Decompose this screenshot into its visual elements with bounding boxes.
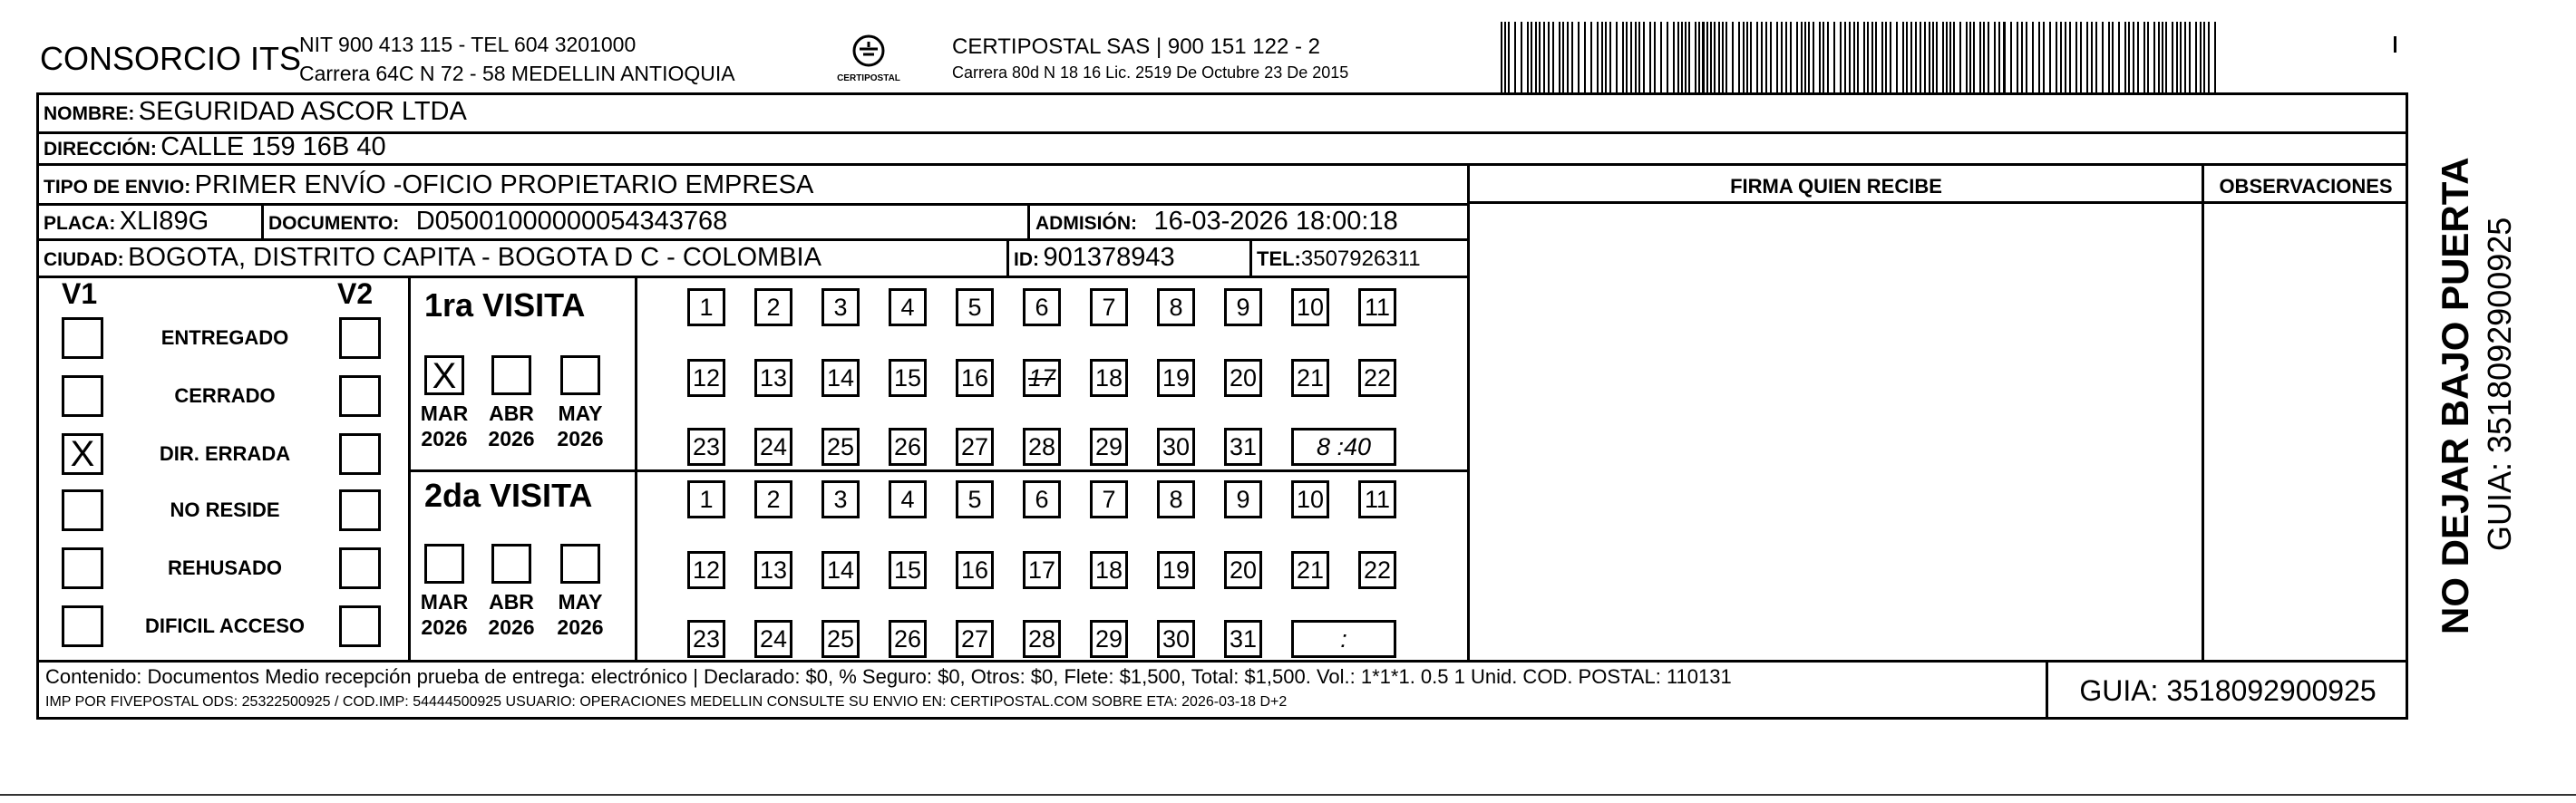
barcode-bar <box>2038 22 2040 92</box>
first-visit-title: 1ra VISITA <box>424 286 586 324</box>
second-visit-day-box[interactable]: 31 <box>1224 620 1262 658</box>
barcode-bar <box>1969 22 1971 92</box>
first-visit-day-box[interactable]: 25 <box>821 428 860 466</box>
barcode-bar <box>1673 22 1675 92</box>
first-visit-day-box[interactable]: 28 <box>1023 428 1061 466</box>
page-bottom-rule <box>0 794 2576 796</box>
status-label: NO RESIDE <box>170 498 280 521</box>
tel-row <box>1257 247 1421 272</box>
direccion-value: CALLE 159 16B 40 <box>160 132 386 161</box>
barcode-bar <box>2032 22 2034 92</box>
barcode-bar <box>2091 22 2093 92</box>
second-visit-day-box[interactable]: 21 <box>1291 551 1329 589</box>
barcode-bar <box>1578 22 1580 92</box>
barcode-bar <box>2189 22 2191 92</box>
second-visit-year-label: 2026 <box>421 615 468 639</box>
barcode-bar <box>1761 22 1763 92</box>
barcode-bar <box>2043 22 2045 92</box>
barcode-bar <box>1994 22 1996 92</box>
v2-label: V2 <box>337 277 374 310</box>
barcode-bar <box>1813 22 1814 92</box>
placa-row <box>44 207 209 237</box>
first-visit-time-box[interactable]: 8 :40 <box>1291 428 1396 466</box>
second-visit-day-box[interactable]: 7 <box>1090 480 1128 518</box>
second-visit-day-box[interactable]: 9 <box>1224 480 1262 518</box>
direccion-row <box>44 132 386 162</box>
first-visit-day-box[interactable]: 2 <box>754 288 792 326</box>
barcode-bar <box>2214 22 2216 92</box>
barcode-bar <box>1953 22 1955 92</box>
barcode-bar <box>2195 22 2197 92</box>
second-visit-year-label: 2026 <box>488 615 535 639</box>
first-visit-day-box[interactable]: 18 <box>1090 359 1128 397</box>
barcode-bar <box>2069 22 2071 92</box>
barcode-bar <box>1718 22 1720 92</box>
barcode-bar <box>1756 22 1758 92</box>
first-visit-day-box[interactable]: 4 <box>889 288 927 326</box>
nombre-value: SEGURIDAD ASCOR LTDA <box>138 97 467 126</box>
barcode-bar <box>2095 22 2097 92</box>
barcode-bar <box>2003 22 2006 92</box>
barcode-bar <box>2102 22 2104 92</box>
second-visit-month-box[interactable] <box>424 544 464 584</box>
barcode-bar <box>1584 22 1586 92</box>
second-visit-day-box[interactable]: 11 <box>1358 480 1396 518</box>
barcode-bar <box>1743 22 1745 92</box>
footer-imp: IMP POR FIVEPOSTAL ODS: 25322500925 / COD.IMP: 54444500925 USUARIO: OPERACIONES MEDELLIN CONSULTE SU ENVIO EN: CERTIPOSTAL.COM SOBRE ETA: 2026-03-18 D+2 <box>45 694 1288 710</box>
barcode-bar <box>1776 22 1778 92</box>
barcode-bar <box>2112 22 2114 92</box>
second-visit-day-box[interactable]: 15 <box>889 551 927 589</box>
barcode-bar <box>2165 22 2167 92</box>
barcode-bar <box>1504 22 1506 92</box>
barcode-bar <box>1527 22 1529 92</box>
firma-header: FIRMA QUIEN RECIBE <box>1730 175 1942 198</box>
second-visit-day-box[interactable]: 26 <box>889 620 927 658</box>
admision-value: 16-03-2026 18:00:18 <box>1153 207 1398 236</box>
barcode-bar <box>1567 22 1569 92</box>
v2-checkbox[interactable] <box>339 317 381 359</box>
first-visit-month-label: ABR <box>489 402 534 425</box>
check-mark: X <box>432 356 457 396</box>
barcode-bar <box>1936 22 1938 92</box>
barcode-bar <box>1695 22 1696 92</box>
v2-checkbox[interactable] <box>339 605 381 647</box>
barcode-bar <box>1781 22 1783 92</box>
barcode-bar <box>1559 22 1560 92</box>
barcode-bar <box>2049 22 2051 92</box>
barcode-bar <box>2021 22 2023 92</box>
ciudad-label: CIUDAD: <box>44 249 124 270</box>
status-label: ENTREGADO <box>160 326 289 349</box>
nombre-label: NOMBRE: <box>44 103 135 124</box>
second-visit-day-box[interactable]: 20 <box>1224 551 1262 589</box>
barcode-bar <box>1649 22 1651 92</box>
second-visit-day-box[interactable]: 18 <box>1090 551 1128 589</box>
first-visit-day-box[interactable]: 26 <box>889 428 927 466</box>
barcode-bar <box>1681 22 1683 92</box>
first-visit-month-box[interactable] <box>424 355 464 395</box>
side-guia-text: GUIA: 3518092900925 <box>2481 217 2518 551</box>
barcode-bar <box>2172 22 2173 92</box>
barcode-bar <box>1535 22 1537 92</box>
placa-value: XLI89G <box>119 207 209 236</box>
barcode-bar <box>1643 22 1645 92</box>
second-visit-year-label: 2026 <box>557 615 604 639</box>
second-visit-day-box[interactable]: 12 <box>687 551 725 589</box>
status-label: DIFICIL ACCESO <box>144 614 305 637</box>
first-visit-month-box[interactable] <box>560 355 600 395</box>
v1-checkbox[interactable] <box>62 433 103 475</box>
carrier-name: CERTIPOSTAL SAS | 900 151 122 - 2 <box>952 34 1320 59</box>
barcode-bar <box>2162 22 2163 92</box>
documento-label: DOCUMENTO: <box>268 213 400 234</box>
barcode-bar <box>2208 22 2210 92</box>
first-visit-day-box[interactable]: 30 <box>1157 428 1195 466</box>
second-visit-day-box[interactable]: 3 <box>821 480 860 518</box>
second-visit-day-box[interactable]: 19 <box>1157 551 1195 589</box>
v1-checkbox[interactable] <box>62 547 103 589</box>
barcode-bar <box>1863 22 1865 92</box>
barcode-bar <box>1932 22 1934 92</box>
first-visit-day-box[interactable]: 19 <box>1157 359 1195 397</box>
barcode-bar <box>1804 22 1806 92</box>
second-visit-day-box[interactable]: 1 <box>687 480 725 518</box>
barcode-bar <box>2200 22 2202 92</box>
second-visit-day-box[interactable]: 28 <box>1023 620 1061 658</box>
certipostal-logo <box>832 33 905 89</box>
barcode-bar <box>1871 22 1873 92</box>
barcode-bar <box>2075 22 2077 92</box>
barcode-bar <box>1808 22 1810 92</box>
first-visit-day-box[interactable]: 21 <box>1291 359 1329 397</box>
tipo-envio-value: PRIMER ENVÍO -OFICIO PROPIETARIO EMPRESA <box>194 170 814 199</box>
first-visit-month-label: MAR <box>420 402 469 425</box>
placa-label: PLACA: <box>44 213 116 234</box>
second-visit-day-box[interactable]: 8 <box>1157 480 1195 518</box>
barcode-bar <box>1677 22 1679 92</box>
second-visit-day-box[interactable]: 27 <box>956 620 994 658</box>
barcode-bar <box>1702 22 1705 92</box>
first-visit-day-box[interactable]: 12 <box>687 359 725 397</box>
id-value: 901378943 <box>1043 243 1175 272</box>
barcode-bar <box>1833 22 1835 92</box>
first-visit-day-box[interactable]: 8 <box>1157 288 1195 326</box>
first-visit-day-box[interactable]: 6 <box>1023 288 1061 326</box>
company-name: CONSORCIO ITS <box>40 40 302 77</box>
no-dejar-text: NO DEJAR BAJO PUERTA <box>2434 157 2476 634</box>
corner-tick <box>2394 36 2396 53</box>
first-visit-day-box[interactable]: 31 <box>1224 428 1262 466</box>
barcode-bar <box>1785 22 1787 92</box>
barcode-bar <box>1548 22 1550 92</box>
observaciones-header: OBSERVACIONES <box>2219 175 2393 198</box>
company-address: Carrera 64C N 72 - 58 MEDELLIN ANTIOQUIA <box>299 62 735 85</box>
second-visit-day-box[interactable]: 17 <box>1023 551 1061 589</box>
admision-label: ADMISIÓN: <box>1035 213 1137 234</box>
barcode-bar <box>1946 22 1948 92</box>
barcode-bar <box>2086 22 2088 92</box>
footer-guia: GUIA: 3518092900925 <box>2079 674 2377 707</box>
barcode-bar <box>1552 22 1554 92</box>
second-visit-day-box[interactable]: 29 <box>1090 620 1128 658</box>
first-visit-day-box[interactable]: 5 <box>956 288 994 326</box>
first-visit-day-box[interactable]: 11 <box>1358 288 1396 326</box>
second-visit-day-box[interactable]: 13 <box>754 551 792 589</box>
second-visit-day-box[interactable]: 25 <box>821 620 860 658</box>
barcode-bar <box>1667 22 1668 92</box>
second-visit-day-box[interactable]: 4 <box>889 480 927 518</box>
barcode-bar <box>1605 22 1607 92</box>
barcode-bar <box>1906 22 1908 92</box>
barcode-bar <box>1626 22 1628 92</box>
barcode-bar <box>1924 22 1926 92</box>
first-visit-year-label: 2026 <box>557 427 604 450</box>
tel-label: TEL: <box>1257 247 1301 270</box>
id-label: ID: <box>1014 249 1039 270</box>
barcode-bar <box>1890 22 1891 92</box>
first-visit-day-box[interactable]: 22 <box>1358 359 1396 397</box>
second-visit-day-box[interactable]: 5 <box>956 480 994 518</box>
barcode-bar <box>1531 22 1532 92</box>
barcode-bar <box>1796 22 1798 92</box>
barcode-bar <box>1571 22 1573 92</box>
second-visit-day-box[interactable]: 14 <box>821 551 860 589</box>
carrier-address: Carrera 80d N 18 16 Lic. 2519 De Octubre 23 De 2015 <box>952 63 1349 82</box>
barcode-bar <box>1959 22 1961 92</box>
barcode-bar <box>1635 22 1637 92</box>
nombre-row <box>44 97 467 127</box>
first-visit-day-box[interactable]: 16 <box>956 359 994 397</box>
second-visit-month-label: MAY <box>558 590 603 614</box>
barcode-bar <box>2124 22 2126 92</box>
second-visit-day-box[interactable]: 30 <box>1157 620 1195 658</box>
second-visit-title: 2da VISITA <box>424 477 593 514</box>
barcode-bar <box>1998 22 2000 92</box>
first-visit-day-box[interactable]: 10 <box>1291 288 1329 326</box>
barcode-bar <box>2060 22 2062 92</box>
barcode-bar <box>2184 22 2186 92</box>
barcode-bar <box>1827 22 1829 92</box>
status-label: CERRADO <box>174 384 276 407</box>
barcode-bar <box>1949 22 1951 92</box>
v1-checkbox[interactable] <box>62 605 103 647</box>
first-visit-day-box[interactable]: 3 <box>821 288 860 326</box>
second-visit-day-box[interactable]: 23 <box>687 620 725 658</box>
barcode-bar <box>1706 22 1708 92</box>
barcode-bar <box>1867 22 1869 92</box>
side-panel <box>2408 109 2528 634</box>
barcode-bar <box>1910 22 1912 92</box>
barcode-bar <box>1722 22 1724 92</box>
barcode-bar <box>1819 22 1821 92</box>
second-visit-day-box[interactable]: 22 <box>1358 551 1396 589</box>
barcode-bar <box>2065 22 2066 92</box>
barcode <box>1501 22 2226 92</box>
id-row <box>1014 243 1175 273</box>
barcode-bar <box>1750 22 1752 92</box>
first-visit-day-box[interactable]: 20 <box>1224 359 1262 397</box>
ciudad-value: BOGOTA, DISTRITO CAPITA - BOGOTA D C - COLOMBIA <box>128 243 821 272</box>
barcode-bar <box>2137 22 2139 92</box>
barcode-bar <box>1823 22 1824 92</box>
second-visit-day-box[interactable]: 10 <box>1291 480 1329 518</box>
barcode-bar <box>2147 22 2149 92</box>
barcode-bar <box>2128 22 2130 92</box>
check-mark: X <box>70 434 95 474</box>
first-visit-day-box[interactable]: 15 <box>889 359 927 397</box>
ciudad-row <box>44 243 821 273</box>
barcode-bar <box>1514 22 1516 92</box>
barcode-bar <box>1770 22 1772 92</box>
second-visit-time-box[interactable]: : <box>1291 620 1396 658</box>
barcode-bar <box>1902 22 1904 92</box>
barcode-bar <box>1501 22 1502 92</box>
barcode-bar <box>1738 22 1740 92</box>
barcode-bar <box>1630 22 1632 92</box>
barcode-bar <box>1609 22 1611 92</box>
v2-checkbox[interactable] <box>339 375 381 417</box>
v1-checkbox[interactable] <box>62 317 103 359</box>
barcode-bar <box>1622 22 1624 92</box>
first-visit-day-box[interactable]: 29 <box>1090 428 1128 466</box>
barcode-bar <box>1521 22 1522 92</box>
first-visit-month-box[interactable] <box>491 355 531 395</box>
barcode-bar <box>2153 22 2155 92</box>
first-visit-day-box[interactable]: 13 <box>754 359 792 397</box>
barcode-bar <box>1885 22 1887 92</box>
barcode-bar <box>1853 22 1855 92</box>
first-visit-day-box[interactable]: 24 <box>754 428 792 466</box>
barcode-bar <box>1790 22 1792 92</box>
barcode-bar <box>1844 22 1846 92</box>
barcode-bar <box>1508 22 1510 92</box>
barcode-bar <box>1881 22 1883 92</box>
barcode-bar <box>1979 22 1981 92</box>
barcode-bar <box>1765 22 1767 92</box>
barcode-bar <box>2143 22 2145 92</box>
barcode-bar <box>1688 22 1690 92</box>
barcode-bar <box>2180 22 2182 92</box>
barcode-bar <box>2080 22 2082 92</box>
status-label: REHUSADO <box>168 556 282 579</box>
second-visit-month-label: MAR <box>420 590 469 614</box>
first-visit-day-box[interactable]: 27 <box>956 428 994 466</box>
barcode-bar <box>1966 22 1968 92</box>
barcode-bar <box>1590 22 1592 92</box>
barcode-bar <box>1920 22 1921 92</box>
first-visit-day-box[interactable]: 23 <box>687 428 725 466</box>
barcode-bar <box>1988 22 1989 92</box>
barcode-bar <box>1857 22 1859 92</box>
barcode-bar <box>1562 22 1564 92</box>
documento-row <box>268 207 727 237</box>
barcode-bar <box>1983 22 1985 92</box>
documento-value: D05001000000054343768 <box>415 207 728 236</box>
barcode-bar <box>1875 22 1877 92</box>
first-visit-day-box[interactable]: 1 <box>687 288 725 326</box>
barcode-bar <box>1710 22 1712 92</box>
v2-checkbox[interactable] <box>339 489 381 531</box>
barcode-bar <box>1973 22 1975 92</box>
barcode-bar <box>1725 22 1727 92</box>
barcode-bar <box>1685 22 1687 92</box>
tipo-envio-row <box>44 170 813 200</box>
barcode-bar <box>1638 22 1640 92</box>
barcode-bar <box>1597 22 1599 92</box>
second-visit-day-box[interactable]: 24 <box>754 620 792 658</box>
second-visit-day-box[interactable]: 2 <box>754 480 792 518</box>
second-visit-month-label: ABR <box>489 590 534 614</box>
second-visit-month-box[interactable] <box>491 544 531 584</box>
barcode-bar <box>1746 22 1748 92</box>
barcode-bar <box>1654 22 1656 92</box>
admision-row <box>1035 207 1398 237</box>
barcode-bar <box>1929 22 1930 92</box>
barcode-bar <box>1915 22 1917 92</box>
first-visit-month-label: MAY <box>558 402 603 425</box>
barcode-bar <box>1849 22 1851 92</box>
barcode-bar <box>1698 22 1700 92</box>
second-visit-day-box[interactable]: 16 <box>956 551 994 589</box>
barcode-bar <box>2017 22 2018 92</box>
direccion-label: DIRECCIÓN: <box>44 139 157 160</box>
status-label: DIR. ERRADA <box>159 442 291 465</box>
logo-icon <box>832 33 905 69</box>
second-visit-month-box[interactable] <box>560 544 600 584</box>
barcode-bar <box>2056 22 2057 92</box>
first-visit-day-box[interactable]: 9 <box>1224 288 1262 326</box>
barcode-bar <box>2026 22 2027 92</box>
tel-value: 3507926311 <box>1300 247 1421 271</box>
barcode-bar <box>2133 22 2134 92</box>
first-visit-year-label: 2026 <box>421 427 468 450</box>
barcode-bar <box>1714 22 1716 92</box>
second-visit-day-box[interactable]: 6 <box>1023 480 1061 518</box>
barcode-bar <box>2118 22 2120 92</box>
barcode-bar <box>2203 22 2205 92</box>
first-visit-day-box[interactable]: 17 <box>1023 359 1061 397</box>
barcode-bar <box>2010 22 2012 92</box>
barcode-bar <box>1732 22 1734 92</box>
v1-label: V1 <box>62 277 98 310</box>
barcode-bar <box>1896 22 1898 92</box>
v1-checkbox[interactable] <box>62 489 103 531</box>
barcode-bar <box>1601 22 1603 92</box>
footer-content: Contenido: Documentos Medio recepción prueba de entrega: electrónico | Declarado: $0, % Seguro: $0, Otros: $0, Flete: $1,500, Total: $1,500. Vol.: 1*1*1. 0.5 1 Unid. COD. POSTAL: 110131 <box>45 665 1732 688</box>
barcode-bar <box>1840 22 1842 92</box>
tipo-envio-label: TIPO DE ENVIO: <box>44 177 191 198</box>
v2-checkbox[interactable] <box>339 433 381 475</box>
first-visit-day-box[interactable]: 7 <box>1090 288 1128 326</box>
barcode-bar <box>1539 22 1541 92</box>
barcode-bar <box>1543 22 1545 92</box>
company-nit: NIT 900 413 115 - TEL 604 3201000 <box>299 33 637 56</box>
logo-text: CERTIPOSTAL <box>837 73 900 83</box>
barcode-bar <box>2158 22 2160 92</box>
v1-checkbox[interactable] <box>62 375 103 417</box>
first-visit-day-box[interactable]: 14 <box>821 359 860 397</box>
barcode-bar <box>2176 22 2178 92</box>
barcode-bar <box>1660 22 1662 92</box>
barcode-bar <box>1801 22 1803 92</box>
barcode-bar <box>1942 22 1944 92</box>
barcode-bar <box>2108 22 2110 92</box>
first-visit-year-label: 2026 <box>488 427 535 450</box>
barcode-bar <box>1616 22 1618 92</box>
v2-checkbox[interactable] <box>339 547 381 589</box>
